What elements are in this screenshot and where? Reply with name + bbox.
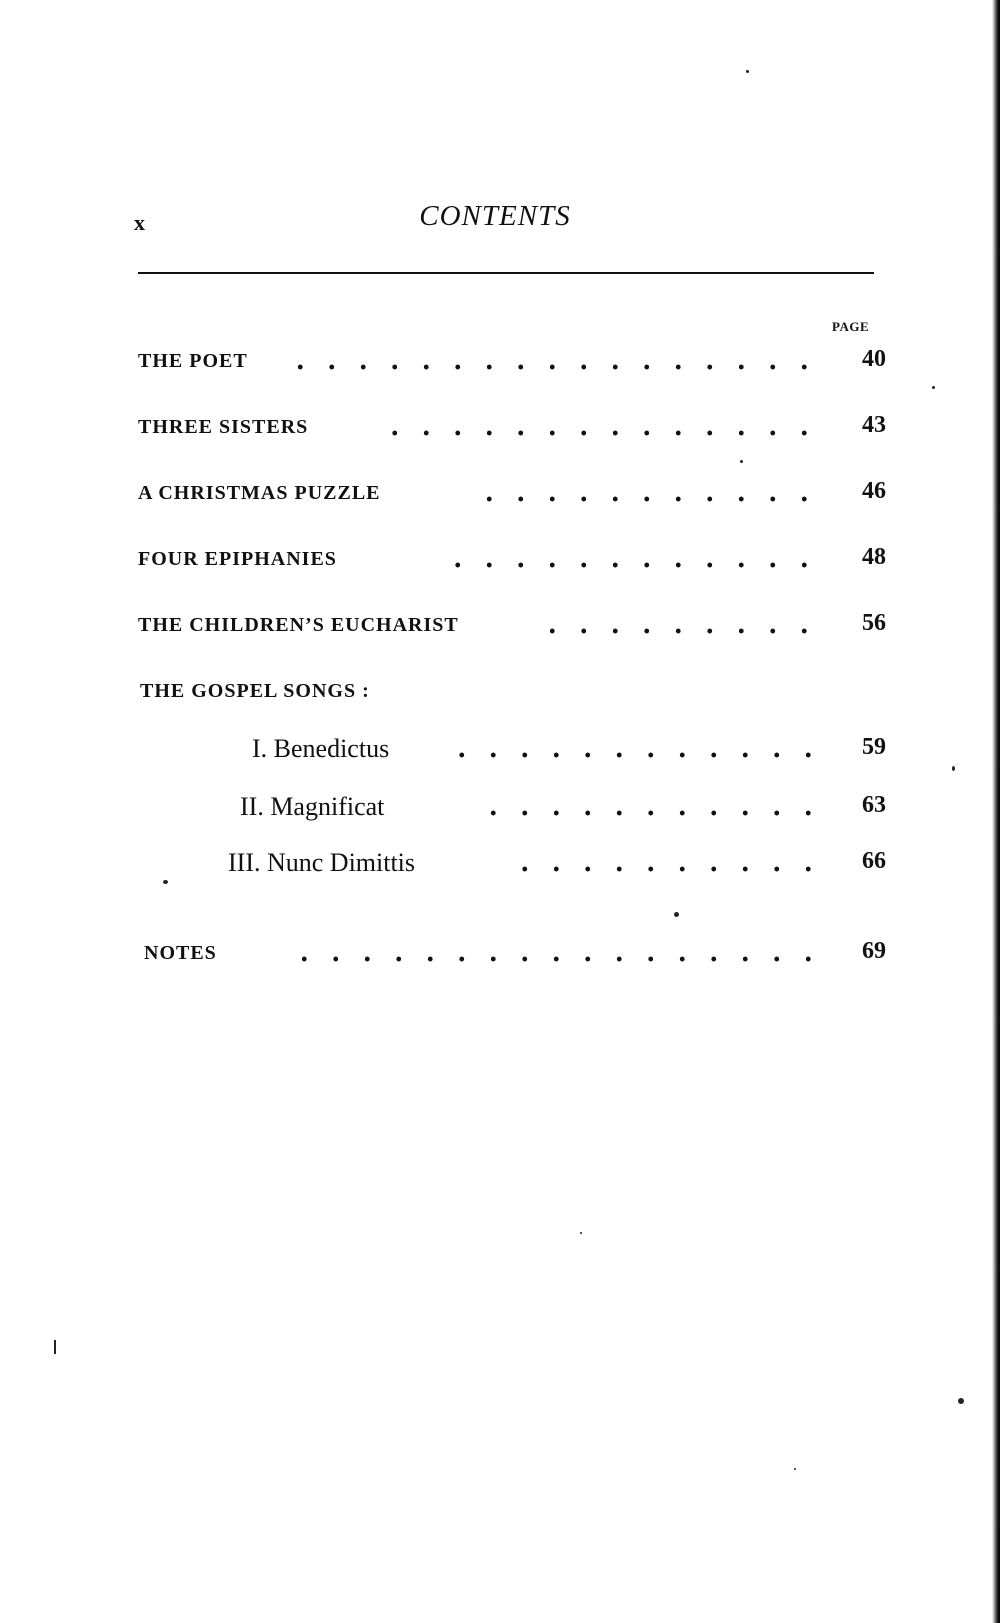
toc-entry	[0, 346, 1000, 386]
toc-entry-page: 40	[862, 346, 886, 372]
scan-speck	[794, 1468, 796, 1470]
scan-speck	[54, 1340, 56, 1354]
toc-entry-title: A CHRISTMAS PUZZLE	[138, 482, 381, 504]
leader-dots	[366, 430, 820, 436]
toc-entry	[0, 610, 1000, 650]
leader-dots	[462, 496, 820, 502]
toc-entry-page: 69	[862, 938, 886, 964]
toc-entry-title: II. Magnificat	[240, 792, 385, 821]
running-title: CONTENTS	[419, 200, 571, 232]
toc-entry-page: 59	[862, 734, 886, 760]
scan-speck	[163, 880, 168, 884]
leader-dots	[478, 810, 824, 816]
toc-subentry	[0, 848, 1000, 888]
scan-speck	[580, 1232, 582, 1234]
toc-entry	[0, 478, 1000, 518]
toc-entry-page: 43	[862, 412, 886, 438]
scan-speck	[958, 1398, 964, 1404]
toc-entry-title: THREE SISTERS	[138, 416, 309, 438]
scan-speck	[740, 460, 743, 463]
toc-entry-title: NOTES	[144, 942, 217, 964]
toc-entry-page: 66	[862, 848, 886, 874]
leader-dots	[290, 956, 824, 962]
toc-entry-title: I. Benedictus	[252, 734, 390, 763]
leader-dots	[432, 562, 820, 568]
page-number: x	[134, 210, 145, 235]
scan-speck	[952, 766, 955, 771]
toc-entry-title: FOUR EPIPHANIES	[138, 548, 337, 570]
toc-entry-title: THE GOSPEL SONGS :	[140, 680, 370, 702]
header-rule	[138, 272, 874, 274]
leader-dots	[508, 866, 824, 872]
toc-entry	[0, 938, 1000, 978]
leader-dots	[276, 364, 820, 370]
toc-subentry	[0, 734, 1000, 774]
toc-entry-page: 63	[862, 792, 886, 818]
toc-entry-page: 56	[862, 610, 886, 636]
toc-entry-title: THE POET	[138, 350, 248, 372]
leader-dots	[446, 752, 824, 758]
toc-entry-title: THE CHILDREN’S EUCHARIST	[138, 614, 459, 636]
toc-entry-title: III. Nunc Dimittis	[228, 848, 416, 877]
scan-speck	[746, 70, 749, 73]
scan-speck	[674, 912, 679, 917]
page-column-label: PAGE	[832, 319, 870, 334]
page-edge-shadow	[992, 0, 1000, 1623]
scan-speck	[932, 386, 935, 389]
toc-entry	[0, 412, 1000, 452]
toc-entry	[0, 544, 1000, 584]
toc-section-heading	[0, 676, 1000, 716]
leader-dots	[526, 628, 820, 634]
toc-subentry	[0, 792, 1000, 832]
toc-entry-page: 46	[862, 478, 886, 504]
toc-entry-page: 48	[862, 544, 886, 570]
